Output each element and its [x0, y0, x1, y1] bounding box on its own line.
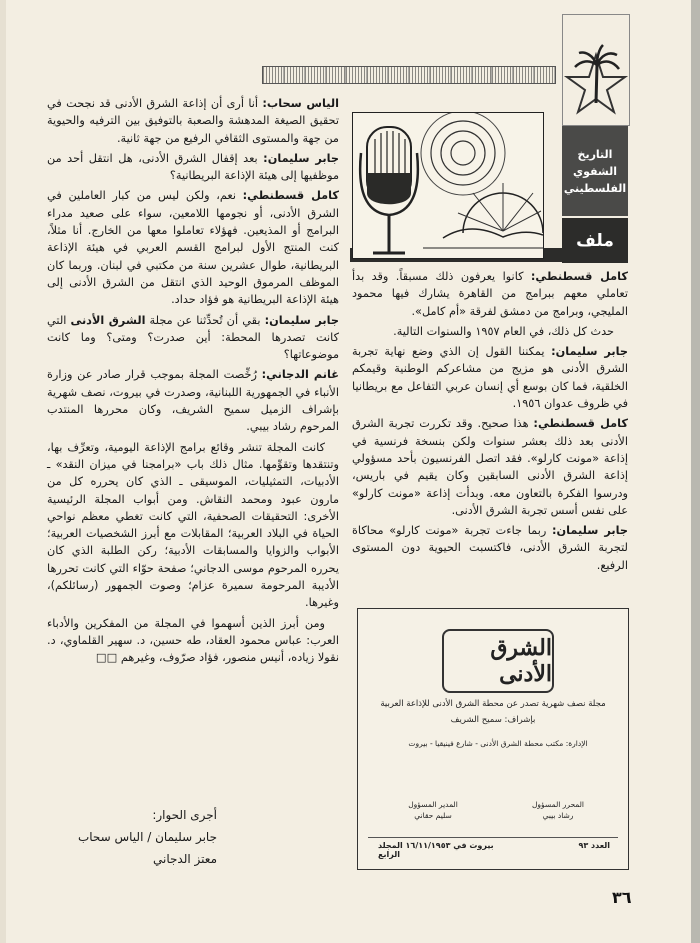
paragraph: حدث كل ذلك، في العام ١٩٥٧ والسنوات التالية. — [393, 324, 614, 338]
section-title-line-1: التاريخ — [577, 147, 613, 161]
paragraph — [47, 95, 339, 147]
speech-text: التي كانت تصدرها المحطة: أين صدرت؟ ومتى؟ وما كانت موضوعاتها؟ — [47, 313, 339, 362]
magazine-cover-image — [357, 608, 629, 870]
speaker-name: الياس سحاب: — [262, 97, 339, 110]
magazine-name: الشرق الأدنى — [70, 313, 146, 327]
end-mark: □□ — [95, 651, 121, 665]
paragraph — [47, 187, 339, 308]
paragraph — [352, 268, 628, 320]
speaker-name: جابر سليمان: — [552, 524, 628, 538]
cover-admin: الإدارة: مكتب محطة الشرق الأدنى - شارع فينيقيا - بيروت — [408, 739, 588, 748]
palm-star-logo — [562, 14, 630, 126]
section-label-oral-history — [562, 126, 628, 216]
paragraph — [352, 343, 628, 412]
speaker-name: كامل قسطنطي: — [533, 417, 628, 431]
section-title-line-3: الفلسطيني — [563, 181, 627, 195]
microphone-sunrise-illustration — [352, 112, 544, 259]
paragraph — [352, 415, 628, 519]
credits-names: جابر سليمان / الياس سحاب — [77, 830, 217, 844]
speech-text: بعد إقفال الشرق الأدنى، هل انتقل أحد من موظفيها إلى هيئة الإذاعة البريطانية؟ — [47, 151, 339, 183]
paragraph — [47, 150, 339, 185]
paragraph — [47, 615, 339, 667]
paragraph: كانت المجلة تنشر وقائع برامج الإذاعة اليومية، وتعرِّف بها، وتنتقدها وتقوِّمها. مثال ذلك باب «برامجنا في ميزان النقد» ـ الأدبيات، التمثيليات، الموسيقى ـ الذي كان يحرره كل من مارون عبود ومحمد النقاش. ومن أبواب المجلة الرئيسية الأخرى: التحقيقات الصحفية، التي كانت تغطي معظم نواحي الحياة في البلاد العربية؛ المقابلات مع أبرز الشخصيات العربية؛ الأبواب والزوايا والمسابقات الأدبية؛ ركن الطلبة الذي كان يحرره المرحوم موسى الدجاني؛ صفحة حوّاء التي كانت تحررها الأديبة المرحومة سميرة عزام؛ وصوت الجمهور (رسائلكم)، وغيرها. — [47, 440, 339, 610]
decorative-banner — [262, 66, 556, 84]
page-number: ٣٦ — [612, 888, 632, 907]
speech-text: ومن أبرز الذين أسهموا في المجلة من المفكرين والأدباء العرب: عباس محمود العقاد، طه حسين، د. سهير القلماوي، د. نقولا زياده، أنيس منصور، فؤاد صرّوف، وغيرهم — [47, 616, 339, 665]
cover-title: الشرق الأدنى — [442, 629, 554, 693]
cover-supervision: بإشراف: سميح الشريف — [450, 715, 536, 725]
palm-tree-icon — [563, 15, 629, 125]
speaker-name: كامل قسطنطي: — [242, 189, 339, 203]
speech-text: ربما جاءت تجربة «مونت كارلو» محاكاة لتجربة الشرق الأدنى، فاكتسبت الحيوية دون المستوى الرفيع. — [352, 524, 628, 572]
speaker-name: غانم الدجاني: — [261, 368, 339, 382]
cover-issue-number: العدد ٩٣ — [578, 841, 610, 850]
interview-credits — [47, 804, 217, 870]
cover-date: بيروت في ١٦/١١/١٩٥٣ المجلد الرابع — [378, 841, 494, 859]
paragraph — [47, 366, 339, 435]
credits-name-last: معتز الدجاني — [153, 852, 217, 866]
page-right-edge — [691, 0, 700, 943]
cover-director-name: سليم حقاني — [414, 811, 452, 820]
cover-director-label: المدير المسؤول — [408, 800, 458, 809]
speech-text: أنا أرى أن إذاعة الشرق الأدنى قد نجحت في تحقيق الصيغة المدهشة والصعبة بالتوفيق بين الترفيه والحيوية من جهة والمستوى الثقافي الرفيع من جهة ثانية. — [47, 97, 339, 145]
cover-divider — [368, 837, 618, 838]
speaker-name: جابر سليمان: — [263, 151, 339, 165]
speech-text: رُخِّصت المجلة بموجب قرار صادر عن وزارة الأنباء في الجمهورية اللبنانية، وصدرت في بيروت، نصف شهرية بإشراف الزميل سميح الشريف، وكان محررها المنتدب المرحوم رشاد بيبي. — [47, 368, 339, 434]
page-left-edge — [0, 0, 6, 943]
speaker-name: جابر سليمان: — [264, 313, 339, 327]
section-title-line-2: الشفوي — [573, 164, 617, 178]
cover-director — [378, 799, 488, 821]
cover-editor — [508, 799, 608, 821]
speech-text: بقي أن تُحدِّثنا عن مجلة — [145, 313, 265, 327]
microphone-icon — [353, 113, 543, 258]
speech-text: هذا صحيح. وقد تكررت تجربة الشرق الأدنى بعد ذلك بعشر سنوات ولكن بنسخة فرنسية في إذاعة «مونت كارلو». فقد اتصل الفرنسيون بأحد مسؤولي إذاعة الشرق الأدنى السابقين وكان يقيم في باريس، ودرسوا الفكرة بالتعاون معه. وبدأت إذاعة «مونت كارلو» على نفس أسس تجربة الشرق الأدنى. — [352, 417, 628, 517]
cover-editor-label: المحرر المسؤول — [531, 800, 585, 809]
paragraph — [47, 312, 339, 364]
credits-label: أجرى الحوار: — [152, 808, 217, 822]
paragraph — [352, 522, 628, 574]
right-text-column — [352, 268, 628, 577]
speaker-name: كامل قسطنطي: — [530, 270, 628, 283]
file-label: ملف — [562, 218, 628, 263]
speech-text: نعم، ولكن ليس من كبار العاملين في الشرق الأدنى، أو نجومها اللامعين، سواء على صعيد مدراء البرامج أو المذيعين. فهؤلاء تعاملوا معها من الخارج. أنا مثلاً، كنت المنتج الأول لبرامج القسم العربي في هيئة الإذاعة البريطانية، طوال عشرين سنة من مكتبي في لبنان. وربما كان الموظف المرموق الوحيد الذي انتقل من الشرق الأدنى إلى هيئة الإذاعة البريطانية هو فؤاد حداد. — [47, 189, 339, 307]
left-text-column — [47, 95, 339, 670]
cover-editor-name: رشاد بيبي — [542, 811, 574, 820]
speech-text: يمكننا القول إن الذي وضع نهاية تجربة الشرق الأدنى هو مزيج من مشاعركم الوطنية وقيمكم الخلقية، فما كان بوسع أي إنسان عربي التفاعل مع بريطانيا في ظروف عدوان ١٩٥٦. — [352, 345, 628, 411]
speaker-name: جابر سليمان: — [551, 345, 628, 359]
speech-text: كانوا يعرفون ذلك مسبقاً. وقد بدأ تعاملي معهم ببرامج من القاهرة يشارك فيها محمود المليجي، وبرامج من دمشق لفرقة «أم كامل». — [352, 270, 628, 318]
cover-subtitle: مجلة نصف شهرية تصدر عن محطة الشرق الأدنى للإذاعة العربية — [380, 699, 606, 709]
